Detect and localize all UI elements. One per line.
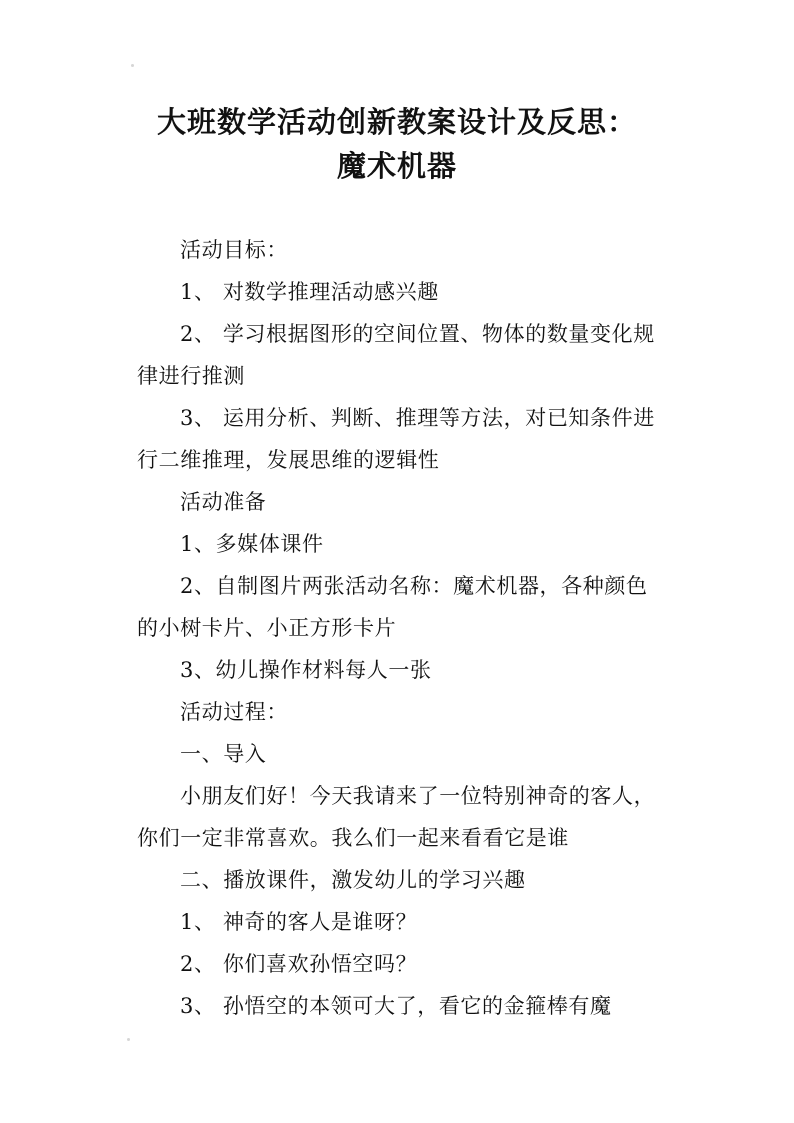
paragraph: 活动过程：	[180, 700, 288, 724]
corner-mark-top	[131, 64, 134, 67]
paragraph: 3、 运用分析、判断、推理等方法，对已知条件进行二维推理，发展思维的逻辑性	[137, 406, 655, 472]
paragraph: 1、多媒体课件	[180, 532, 324, 556]
paragraph: 3、 孙悟空的本领可大了，看它的金箍棒有魔	[180, 994, 612, 1018]
paragraph: 活动目标：	[180, 238, 288, 262]
document-title-line-2: 魔术机器	[336, 149, 457, 183]
document-title-line-1: 大班数学活动创新教案设计及反思：	[156, 105, 637, 139]
paragraph: 一、导入	[180, 742, 267, 766]
corner-mark-bottom	[127, 1038, 130, 1041]
paragraph: 活动准备	[180, 490, 267, 514]
paragraph: 二、播放课件，激发幼儿的学习兴趣	[180, 868, 526, 892]
document-body	[137, 229, 665, 1027]
paragraph: 1、 对数学推理活动感兴趣	[180, 280, 439, 304]
paragraph: 3、幼儿操作材料每人一张	[180, 658, 432, 682]
paragraph: 2、自制图片两张活动名称：魔术机器，各种颜色的小树卡片、小正方形卡片	[137, 574, 648, 640]
paragraph: 2、 你们喜欢孙悟空吗？	[180, 952, 418, 976]
paragraph: 小朋友们好！今天我请来了一位特别神奇的客人，你们一定非常喜欢。我么们一起来看看它是谁	[137, 784, 656, 850]
paragraph: 2、 学习根据图形的空间位置、物体的数量变化规律进行推测	[137, 322, 655, 388]
paragraph: 1、 神奇的客人是谁呀？	[180, 910, 418, 934]
